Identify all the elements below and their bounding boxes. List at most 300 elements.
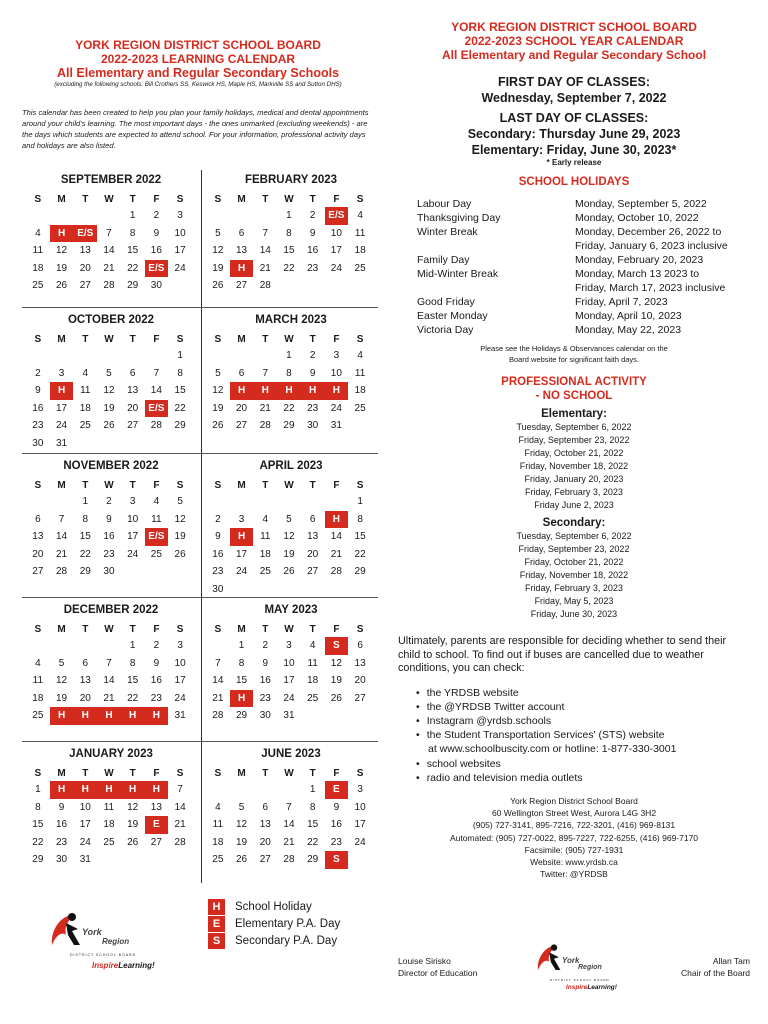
day-cell: 11 [354, 227, 366, 239]
day-cell: 20 [235, 402, 248, 414]
day-cell: 19 [103, 402, 115, 414]
board-title: YORK REGION DISTRICT SCHOOL BOARD [451, 20, 697, 34]
legend-code: E [208, 916, 225, 932]
marked-day: H [325, 382, 349, 400]
day-cell: 25 [150, 548, 162, 560]
weekday-header: T [82, 767, 89, 779]
weekday-header: W [104, 333, 114, 345]
day-cell [97, 347, 121, 365]
marked-day: H [301, 382, 325, 400]
pa-date: Friday, May 5, 2023 [534, 596, 614, 606]
check-source-item: • Instagram @yrdsb.schools [428, 714, 750, 728]
excluded-schools: (excluding the following schools: Bill Crothers SS, Keswick HS, Maple HS, Markville SS and Sutton DHS) [54, 81, 342, 88]
weekday-header: S [176, 193, 184, 205]
day-cell [97, 851, 121, 869]
day-cell: 3 [286, 640, 292, 652]
month-name: JUNE 2023 [261, 748, 321, 760]
legend-label: Secondary P.A. Day [235, 934, 338, 947]
day-cell: 12 [212, 245, 224, 257]
day-cell: 31 [174, 710, 186, 722]
day-cell: 28 [283, 854, 295, 866]
day-cell: 24 [330, 262, 342, 274]
marked-day: E/S [145, 400, 169, 418]
pa-date: Friday, October 21, 2022 [524, 448, 624, 458]
holiday-date: Monday, February 20, 2023 [575, 254, 704, 266]
weekday-header: W [284, 333, 294, 345]
check-source-item: • the YRDSB website [428, 686, 750, 700]
pa-heading: PROFESSIONAL ACTIVITY [501, 376, 647, 388]
day-cell: 7 [106, 657, 112, 669]
holidays-note: Please see the Holidays & Observances calendar on the [480, 344, 668, 353]
day-cell: 31 [55, 437, 68, 449]
day-cell: 29 [354, 566, 366, 578]
address-line: (905) 727-3141, 895-7216, 722-3201, (416) 969-8131 [472, 820, 676, 831]
day-cell: 28 [55, 566, 68, 578]
day-cell: 1 [309, 784, 316, 796]
holiday-date: Monday, March 13 2023 to [575, 268, 700, 280]
weekday-header: M [57, 767, 66, 779]
day-cell: 29 [79, 566, 91, 578]
month-table [26, 477, 192, 581]
day-cell [230, 493, 254, 511]
day-cell: 26 [283, 566, 295, 578]
day-cell [121, 435, 145, 453]
day-cell: 8 [35, 801, 41, 813]
weekday-header: F [333, 333, 340, 345]
day-cell [348, 851, 372, 869]
day-cell: 8 [82, 513, 89, 525]
holiday-row [417, 253, 728, 267]
weekday-header: W [104, 767, 114, 779]
day-cell: 7 [262, 367, 269, 379]
day-cell: 23 [330, 836, 342, 848]
schools-subtitle: All Elementary and Regular Secondary Schools [56, 66, 340, 80]
weekday-header: M [237, 193, 246, 205]
day-cell [253, 347, 277, 365]
day-cell: 12 [127, 801, 139, 813]
day-cell: 16 [307, 245, 319, 257]
marked-day: H [230, 382, 254, 400]
day-cell: 2 [262, 640, 269, 652]
marked-day: H [121, 781, 145, 799]
day-cell: 10 [174, 657, 186, 669]
day-cell: 21 [174, 819, 186, 831]
weekday-header: T [309, 193, 316, 205]
weekday-header: T [309, 479, 316, 491]
weekday-header: F [153, 193, 160, 205]
schools-subtitle: All Elementary and Regular Secondary School [441, 48, 707, 62]
day-cell [50, 493, 74, 511]
day-cell [26, 347, 50, 365]
day-cell: 20 [79, 692, 91, 704]
weekday-header: F [153, 767, 160, 779]
marked-day: H [325, 511, 349, 529]
day-cell: 14 [103, 675, 115, 687]
day-cell: 2 [309, 350, 316, 362]
day-cell: 19 [127, 819, 139, 831]
day-cell: 16 [212, 548, 224, 560]
day-cell: 21 [283, 836, 295, 848]
day-cell: 18 [79, 402, 91, 414]
day-cell: 10 [330, 227, 342, 239]
day-cell [26, 207, 50, 225]
day-cell: 12 [55, 675, 68, 687]
month-june-2023 [206, 747, 376, 869]
holiday-date: Friday, January 6, 2023 inclusive [575, 240, 728, 252]
day-cell [301, 277, 325, 295]
day-cell: 15 [235, 675, 248, 687]
weekday-header: T [262, 623, 269, 635]
day-cell: 16 [55, 819, 68, 831]
day-cell: 9 [153, 227, 160, 239]
day-cell: 26 [55, 280, 68, 292]
day-cell: 30 [150, 280, 162, 292]
day-cell: 6 [129, 367, 136, 379]
day-cell [26, 637, 50, 655]
day-cell [277, 277, 301, 295]
month-november-2022 [26, 459, 196, 581]
day-cell: 21 [55, 548, 68, 560]
marked-day: H [97, 781, 121, 799]
day-cell: 22 [127, 692, 139, 704]
weekday-header: W [284, 623, 294, 635]
month-name: FEBRUARY 2023 [244, 174, 338, 186]
marked-day: H [145, 781, 169, 799]
day-cell: 21 [259, 402, 271, 414]
legend-item-elementary [208, 915, 340, 932]
weekday-header: S [214, 333, 222, 345]
day-cell: 2 [309, 210, 316, 222]
day-cell [97, 207, 121, 225]
column-divider [201, 170, 202, 883]
row-divider [22, 453, 378, 454]
marked-day: H [230, 260, 254, 278]
weekday-header: M [237, 333, 246, 345]
day-cell: 2 [215, 513, 221, 525]
weekday-header: S [214, 479, 222, 491]
last-day-elementary: Elementary: Friday, June 30, 2023* [471, 143, 677, 157]
day-cell: 31 [79, 854, 91, 866]
weekday-header: S [34, 623, 42, 635]
day-cell [168, 435, 192, 453]
day-cell: 25 [259, 566, 271, 578]
logo-region: Region [102, 937, 130, 946]
day-cell: 11 [103, 801, 115, 813]
day-cell: 13 [259, 819, 271, 831]
day-cell [230, 581, 254, 599]
month-april-2023 [206, 459, 376, 598]
holiday-row [417, 267, 728, 281]
month-name: MARCH 2023 [255, 314, 327, 326]
address-line: Website: www.yrdsb.ca [530, 856, 618, 867]
day-cell: 27 [127, 420, 139, 432]
holiday-name: Winter Break [417, 226, 478, 238]
logo-tagline: DISTRICT SCHOOL BOARD [550, 978, 610, 982]
day-cell: 4 [35, 227, 41, 239]
day-cell: 23 [307, 402, 319, 414]
day-cell: 17 [330, 245, 342, 257]
holiday-row [417, 197, 728, 211]
day-cell [73, 435, 97, 453]
weekday-header: S [214, 193, 222, 205]
day-cell: 6 [262, 801, 269, 813]
day-cell: 22 [79, 548, 91, 560]
day-cell: 5 [238, 801, 245, 813]
month-name: NOVEMBER 2022 [63, 460, 159, 472]
marked-day: E/S [325, 207, 349, 225]
day-cell: 14 [330, 531, 342, 543]
holiday-row [417, 295, 728, 309]
day-cell: 30 [259, 710, 271, 722]
day-cell [325, 707, 349, 725]
logo-region: Region [578, 964, 602, 971]
day-cell: 1 [129, 210, 136, 222]
weekday-header: M [237, 479, 246, 491]
day-cell: 28 [174, 836, 186, 848]
month-table [206, 331, 372, 435]
weekday-header: T [129, 479, 136, 491]
marked-day: H [97, 707, 121, 725]
month-table [26, 191, 192, 295]
weekday-header: S [356, 623, 364, 635]
day-cell: 16 [150, 245, 162, 257]
day-cell: 9 [215, 531, 221, 543]
pa-date: Friday, February 3, 2023 [525, 583, 623, 593]
day-cell: 25 [32, 280, 44, 292]
month-name: SEPTEMBER 2022 [60, 174, 162, 186]
day-cell: 17 [283, 675, 295, 687]
day-cell: 10 [330, 367, 342, 379]
day-cell: 20 [79, 262, 91, 274]
day-cell: 21 [259, 262, 271, 274]
weekday-header: T [309, 333, 316, 345]
day-cell: 8 [286, 367, 292, 379]
day-cell [168, 563, 192, 581]
pa-date: Friday, June 30, 2023 [530, 609, 618, 619]
day-cell: 23 [32, 420, 44, 432]
month-table [206, 477, 372, 598]
weekday-header: W [284, 767, 294, 779]
day-cell: 11 [80, 385, 91, 397]
day-cell: 23 [103, 548, 115, 560]
weekday-header: S [176, 333, 184, 345]
legend-label: Elementary P.A. Day [235, 917, 341, 930]
marked-day: H [50, 225, 74, 243]
day-cell: 11 [32, 245, 44, 257]
day-cell: 15 [354, 531, 366, 543]
weekday-header: T [82, 193, 89, 205]
day-cell: 29 [307, 854, 319, 866]
day-cell: 13 [127, 385, 139, 397]
logo-slogan: InspireLearning! [566, 984, 617, 991]
holidays-note: Board website for significant faith days. [508, 355, 640, 364]
learning-calendar-header [22, 38, 374, 151]
month-february-2023 [206, 173, 376, 295]
school-year-title: 2022-2023 SCHOOL YEAR CALENDAR [464, 34, 684, 48]
marked-day: H [73, 781, 97, 799]
day-cell: 26 [103, 420, 115, 432]
weekday-header: M [237, 623, 246, 635]
day-cell [253, 581, 277, 599]
day-cell: 16 [32, 402, 44, 414]
director-title: Director of Education [398, 968, 478, 978]
day-cell: 24 [330, 402, 342, 414]
weekday-header: S [214, 623, 222, 635]
weekday-header: T [262, 479, 269, 491]
holiday-row [417, 239, 728, 253]
day-cell: 28 [212, 710, 224, 722]
day-cell: 5 [106, 367, 112, 379]
marked-day: E [325, 781, 349, 799]
day-cell: 15 [79, 531, 91, 543]
day-cell: 12 [55, 245, 68, 257]
day-cell: 1 [177, 350, 183, 362]
weekday-header: T [82, 623, 89, 635]
day-cell: 28 [259, 420, 271, 432]
day-cell: 26 [127, 836, 139, 848]
day-cell: 23 [259, 692, 271, 704]
day-cell: 9 [58, 801, 65, 813]
pa-date: Friday, September 23, 2022 [518, 435, 630, 445]
day-cell: 29 [32, 854, 44, 866]
day-cell: 4 [309, 640, 316, 652]
address-line: 60 Wellington Street West, Aurora L4G 3H2 [491, 808, 657, 819]
day-cell [253, 781, 277, 799]
day-cell: 8 [357, 513, 363, 525]
pa-elementary-list [398, 421, 750, 512]
day-cell [26, 493, 50, 511]
holiday-row [417, 323, 728, 337]
legend-code: H [208, 899, 225, 915]
day-cell: 22 [307, 836, 319, 848]
day-cell: 18 [307, 675, 319, 687]
day-cell: 25 [212, 854, 224, 866]
pa-elementary-label: Elementary: [541, 408, 607, 420]
day-cell: 19 [212, 402, 224, 414]
day-cell: 11 [32, 675, 44, 687]
holiday-name [417, 239, 575, 253]
day-cell: 24 [127, 548, 139, 560]
pa-date: Friday, October 21, 2022 [524, 557, 624, 567]
calendar-title: 2022-2023 LEARNING CALENDAR [100, 52, 296, 66]
day-cell: 4 [215, 801, 221, 813]
day-cell: 18 [259, 548, 271, 560]
day-cell: 22 [354, 548, 366, 560]
day-cell: 4 [35, 657, 41, 669]
holiday-row [417, 309, 728, 323]
weekday-header: M [57, 193, 66, 205]
month-table [206, 621, 372, 725]
day-cell: 19 [55, 692, 68, 704]
check-source-item: • radio and television media outlets [428, 771, 750, 785]
holiday-date: Friday, March 17, 2023 inclusive [575, 282, 726, 294]
day-cell: 7 [106, 227, 112, 239]
day-cell [325, 581, 349, 599]
day-cell: 16 [150, 675, 162, 687]
day-cell: 10 [79, 801, 91, 813]
day-cell: 28 [103, 280, 115, 292]
day-cell: 18 [103, 819, 115, 831]
day-cell: 9 [333, 801, 340, 813]
day-cell: 1 [129, 640, 136, 652]
logo-slogan: InspireLearning! [92, 961, 155, 970]
day-cell: 14 [150, 385, 162, 397]
day-cell: 16 [259, 675, 271, 687]
day-cell [73, 207, 97, 225]
early-release-note: * Early release [546, 158, 602, 167]
legend [208, 898, 340, 949]
check-source-item: • the @YRDSB Twitter account [428, 700, 750, 714]
day-cell: 6 [357, 640, 363, 652]
weekday-header: T [82, 479, 89, 491]
day-cell: 11 [307, 657, 318, 669]
marked-day: H [121, 707, 145, 725]
check-source-item: • school websites [428, 757, 750, 771]
day-cell: 2 [153, 210, 160, 222]
day-cell [277, 581, 301, 599]
day-cell [145, 435, 169, 453]
day-cell [50, 207, 74, 225]
legend-item-secondary [208, 932, 340, 949]
board-title: YORK REGION DISTRICT SCHOOL BOARD [75, 38, 321, 52]
marked-day: E/S [73, 225, 97, 243]
pa-secondary-label: Secondary: [542, 517, 606, 529]
pa-date: Friday June 2, 2023 [534, 500, 614, 510]
day-cell [230, 781, 254, 799]
day-cell: 30 [103, 566, 115, 578]
day-cell: 5 [215, 367, 221, 379]
buses-paragraph: Ultimately, parents are responsible for deciding whether to send their child to school. To find out if buses are cancelled due to weather conditions, you can check: [398, 635, 727, 674]
day-cell [348, 417, 372, 435]
day-cell: 24 [174, 262, 186, 274]
day-cell: 7 [215, 657, 221, 669]
day-cell: 18 [32, 692, 44, 704]
day-cell: 8 [238, 657, 245, 669]
month-table [206, 191, 372, 295]
weekday-header: T [129, 623, 136, 635]
holiday-date: Monday, May 22, 2023 [575, 324, 682, 336]
day-cell: 14 [212, 675, 224, 687]
day-cell: 24 [174, 692, 186, 704]
day-cell: 3 [238, 513, 245, 525]
day-cell: 1 [82, 496, 89, 508]
marked-day: S [325, 637, 349, 655]
day-cell [206, 781, 230, 799]
weekday-header: S [356, 767, 364, 779]
pa-date: Friday, January 20, 2023 [524, 474, 624, 484]
pa-secondary-list [398, 530, 750, 621]
day-cell: 4 [262, 513, 269, 525]
day-cell: 7 [262, 227, 269, 239]
weekday-header: S [176, 767, 184, 779]
day-cell [50, 347, 74, 365]
holiday-name: Easter Monday [417, 310, 488, 322]
day-cell: 12 [103, 385, 115, 397]
day-cell: 21 [103, 692, 115, 704]
day-cell: 22 [127, 262, 139, 274]
day-cell [325, 493, 349, 511]
day-cell [277, 493, 301, 511]
day-cell: 7 [153, 367, 160, 379]
pa-heading-sub: - NO SCHOOL [535, 390, 613, 402]
day-cell: 27 [354, 692, 366, 704]
day-cell: 4 [357, 350, 363, 362]
month-march-2023 [206, 313, 376, 435]
weekday-header: T [309, 623, 316, 635]
day-cell [277, 781, 301, 799]
day-cell: 25 [103, 836, 115, 848]
logo-tagline: DISTRICT SCHOOL BOARD [70, 953, 137, 957]
